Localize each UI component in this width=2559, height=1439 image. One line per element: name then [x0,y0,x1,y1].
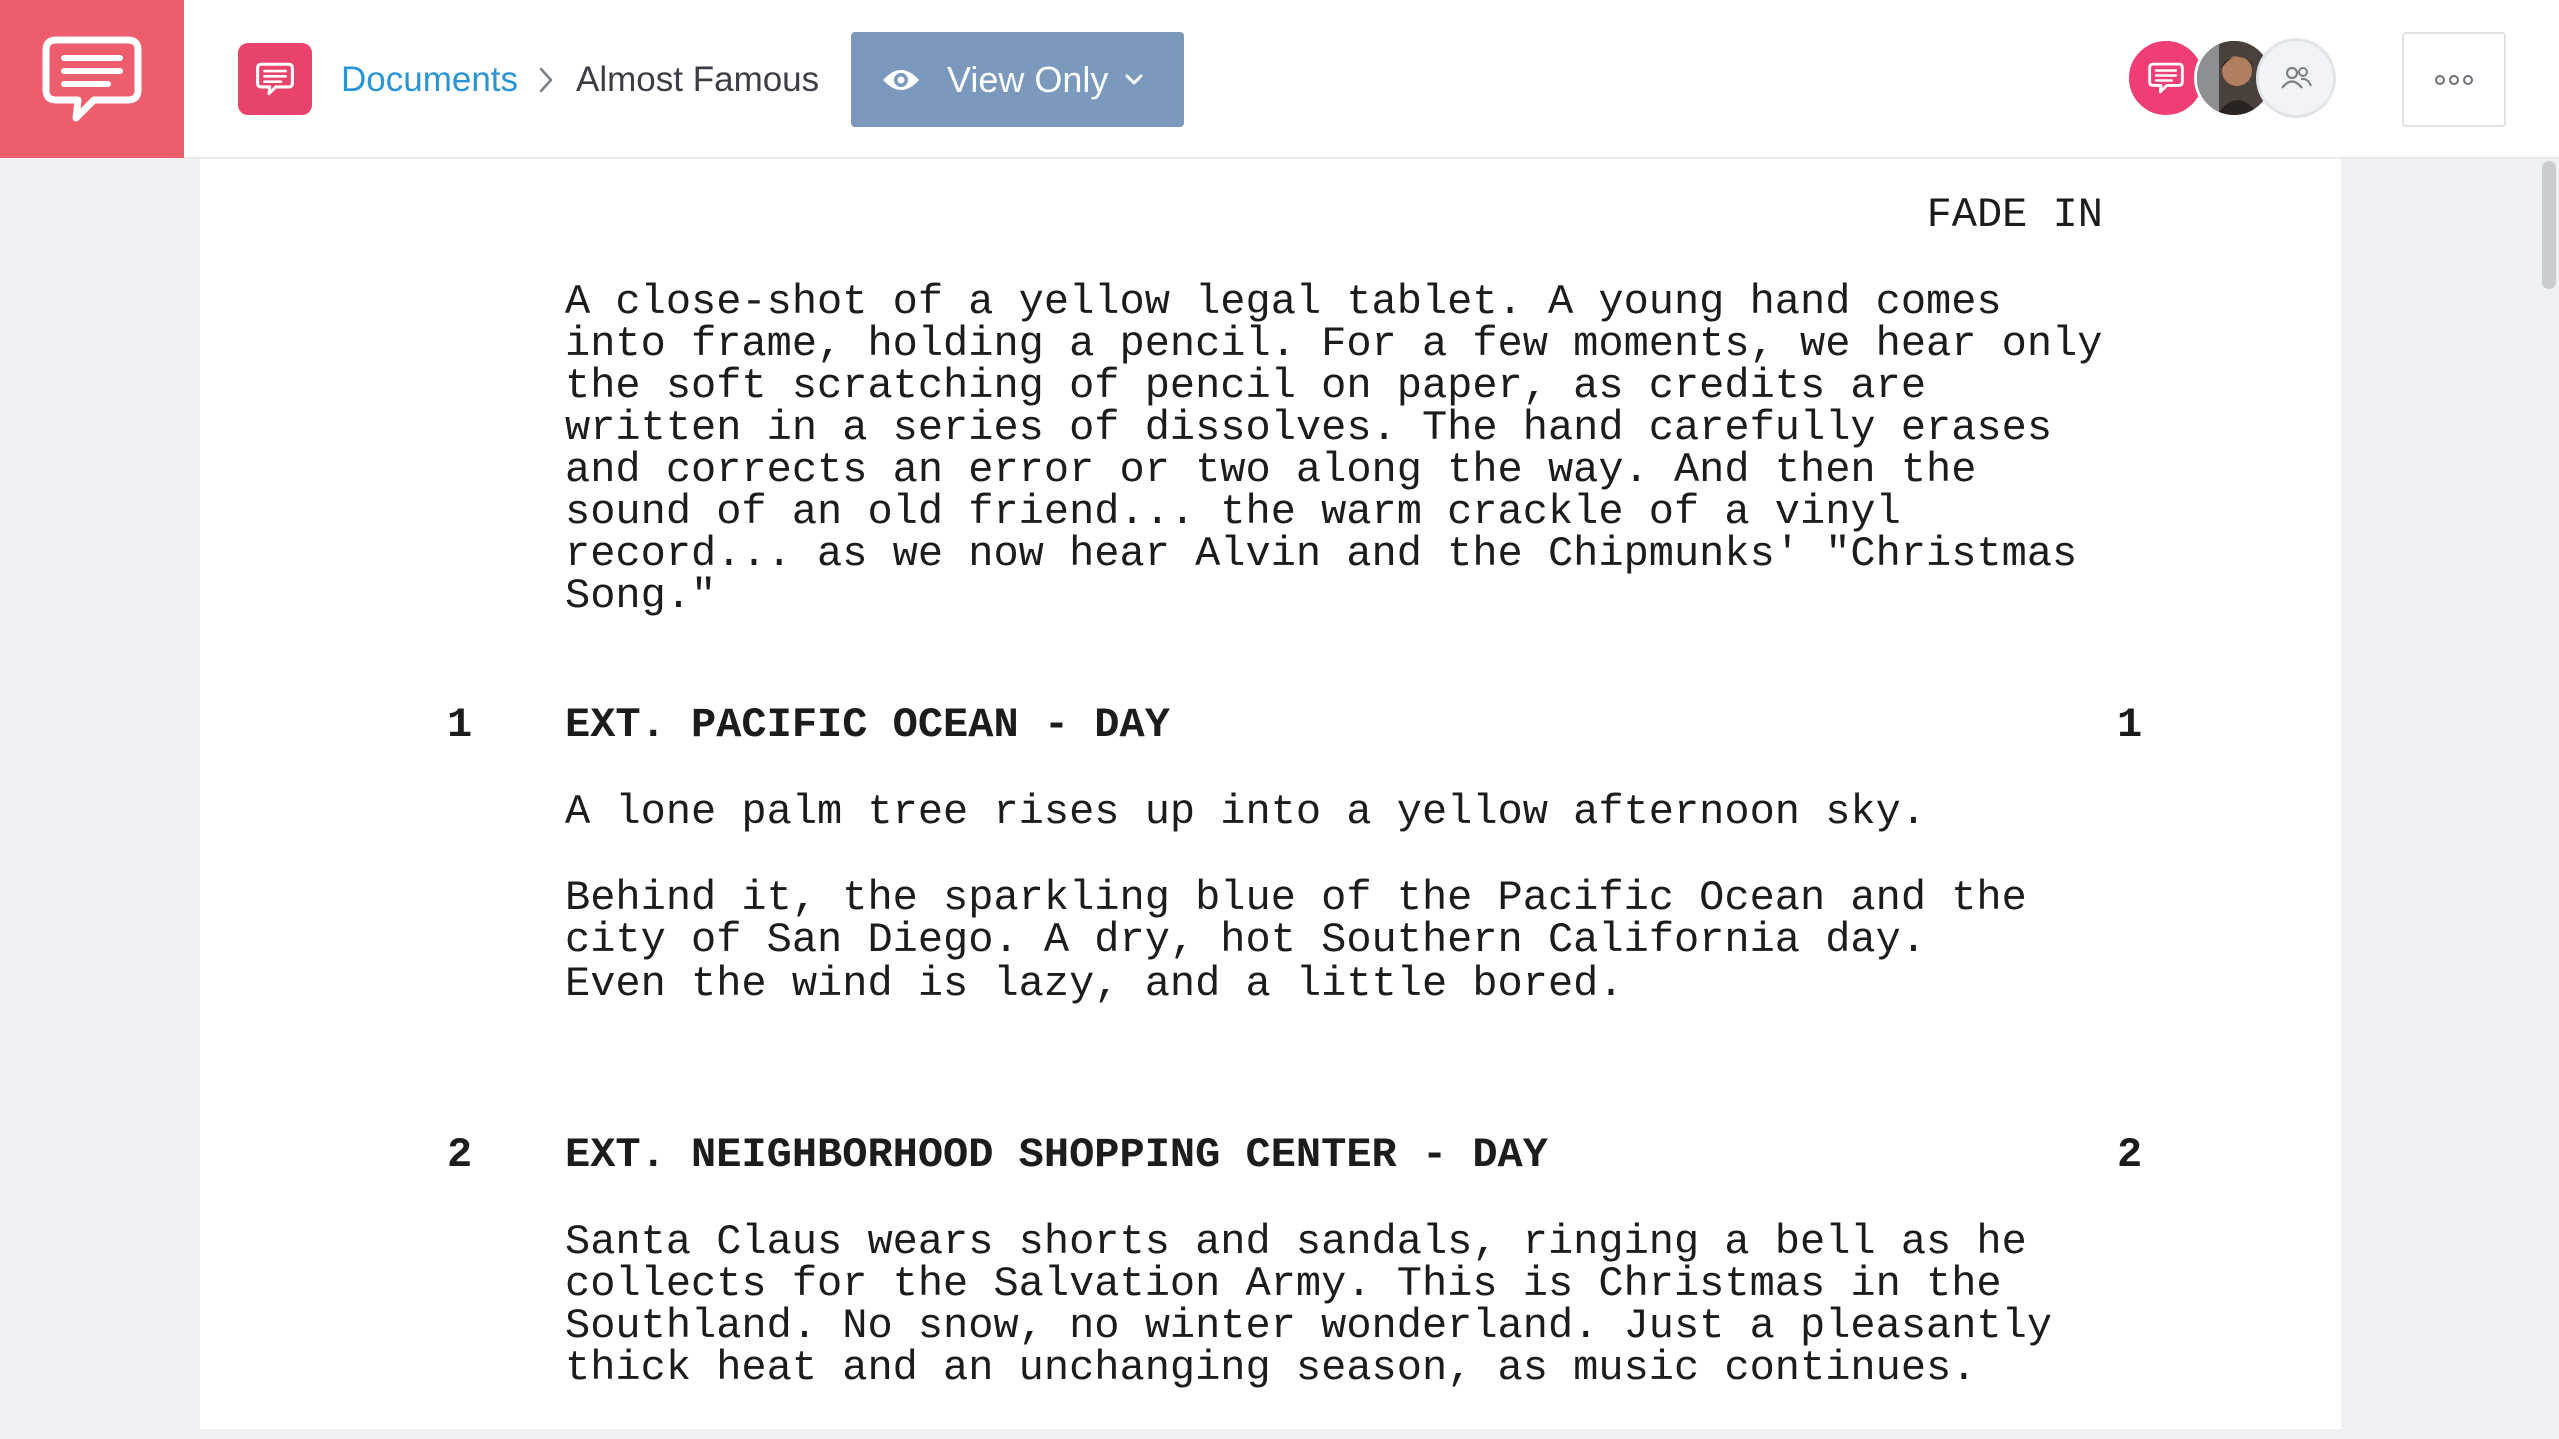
document-icon-button[interactable] [238,43,312,115]
vertical-scrollbar[interactable] [2539,159,2559,1439]
action-line: Southland. No snow, no winter wonderland. Just a pleasantly [565,1302,2053,1350]
scene-heading: EXT. PACIFIC OCEAN - DAY [565,701,1170,749]
action-line: collects for the Salvation Army. This is Christmas in the [565,1260,2002,1308]
scene-heading: EXT. NEIGHBORHOOD SHOPPING CENTER - DAY [565,1131,1548,1179]
action-line: sound of an old friend... the warm crackle of a vinyl [565,488,1901,536]
breadcrumb-documents-link[interactable]: Documents [341,60,519,99]
speech-bubble-icon [2148,62,2184,94]
speech-bubble-logo-icon [42,34,142,124]
action-line: A lone palm tree rises up into a yellow afternoon sky. [565,788,1927,836]
action-line: into frame, holding a pencil. For a few moments, we hear only [565,320,2103,368]
action-line: the soft scratching of pencil on paper, as credits are [565,362,1927,410]
users-icon [2280,65,2312,91]
chevron-down-icon [1124,73,1144,87]
action-line: A close-shot of a yellow legal tablet. A young hand comes [565,278,2002,326]
collaborators-button[interactable] [2256,38,2336,118]
collaborator-avatars [2126,38,2336,118]
breadcrumb [341,54,819,106]
action-line: record... as we now hear Alvin and the Chipmunks' "Christmas [565,530,2078,578]
action-line: written in a series of dissolves. The hand carefully erases [565,404,2053,452]
action-line: Song." [565,572,717,620]
action-line: city of San Diego. A dry, hot Southern California day. [565,916,1927,964]
screenplay-page [200,159,2341,1429]
app-logo[interactable] [0,0,184,158]
chevron-right-icon [538,66,554,94]
action-line: Santa Claus wears shorts and sandals, ringing a bell as he [565,1218,2027,1266]
app-header [0,0,2559,158]
view-mode-dropdown-button[interactable] [851,32,1184,127]
breadcrumb-current-document: Almost Famous [576,60,820,99]
more-dots-icon [2434,74,2474,86]
scene-number-right: 1 [2117,701,2143,749]
scene-number-left: 2 [447,1131,473,1179]
more-options-button[interactable] [2402,32,2506,127]
action-paragraph [565,874,2125,964]
action-paragraph [565,960,2125,1008]
scene-number-left: 1 [447,701,473,749]
action-paragraph [565,278,2125,620]
action-line: and corrects an error or two along the way. And then the [565,446,1977,494]
action-line: Behind it, the sparkling blue of the Pacific Ocean and the [565,874,2027,922]
transition: FADE IN [1926,191,2103,239]
action-line: Even the wind is lazy, and a little bored. [565,960,1624,1008]
speech-bubble-icon [256,62,294,96]
scene-number-right: 2 [2117,1131,2143,1179]
action-line: thick heat and an unchanging season, as music continues. [565,1344,1977,1392]
eye-icon [881,66,921,94]
scrollbar-thumb[interactable] [2542,161,2556,289]
action-paragraph [565,788,2125,836]
action-paragraph [565,1218,2125,1392]
view-mode-label: View Only [947,58,1109,100]
